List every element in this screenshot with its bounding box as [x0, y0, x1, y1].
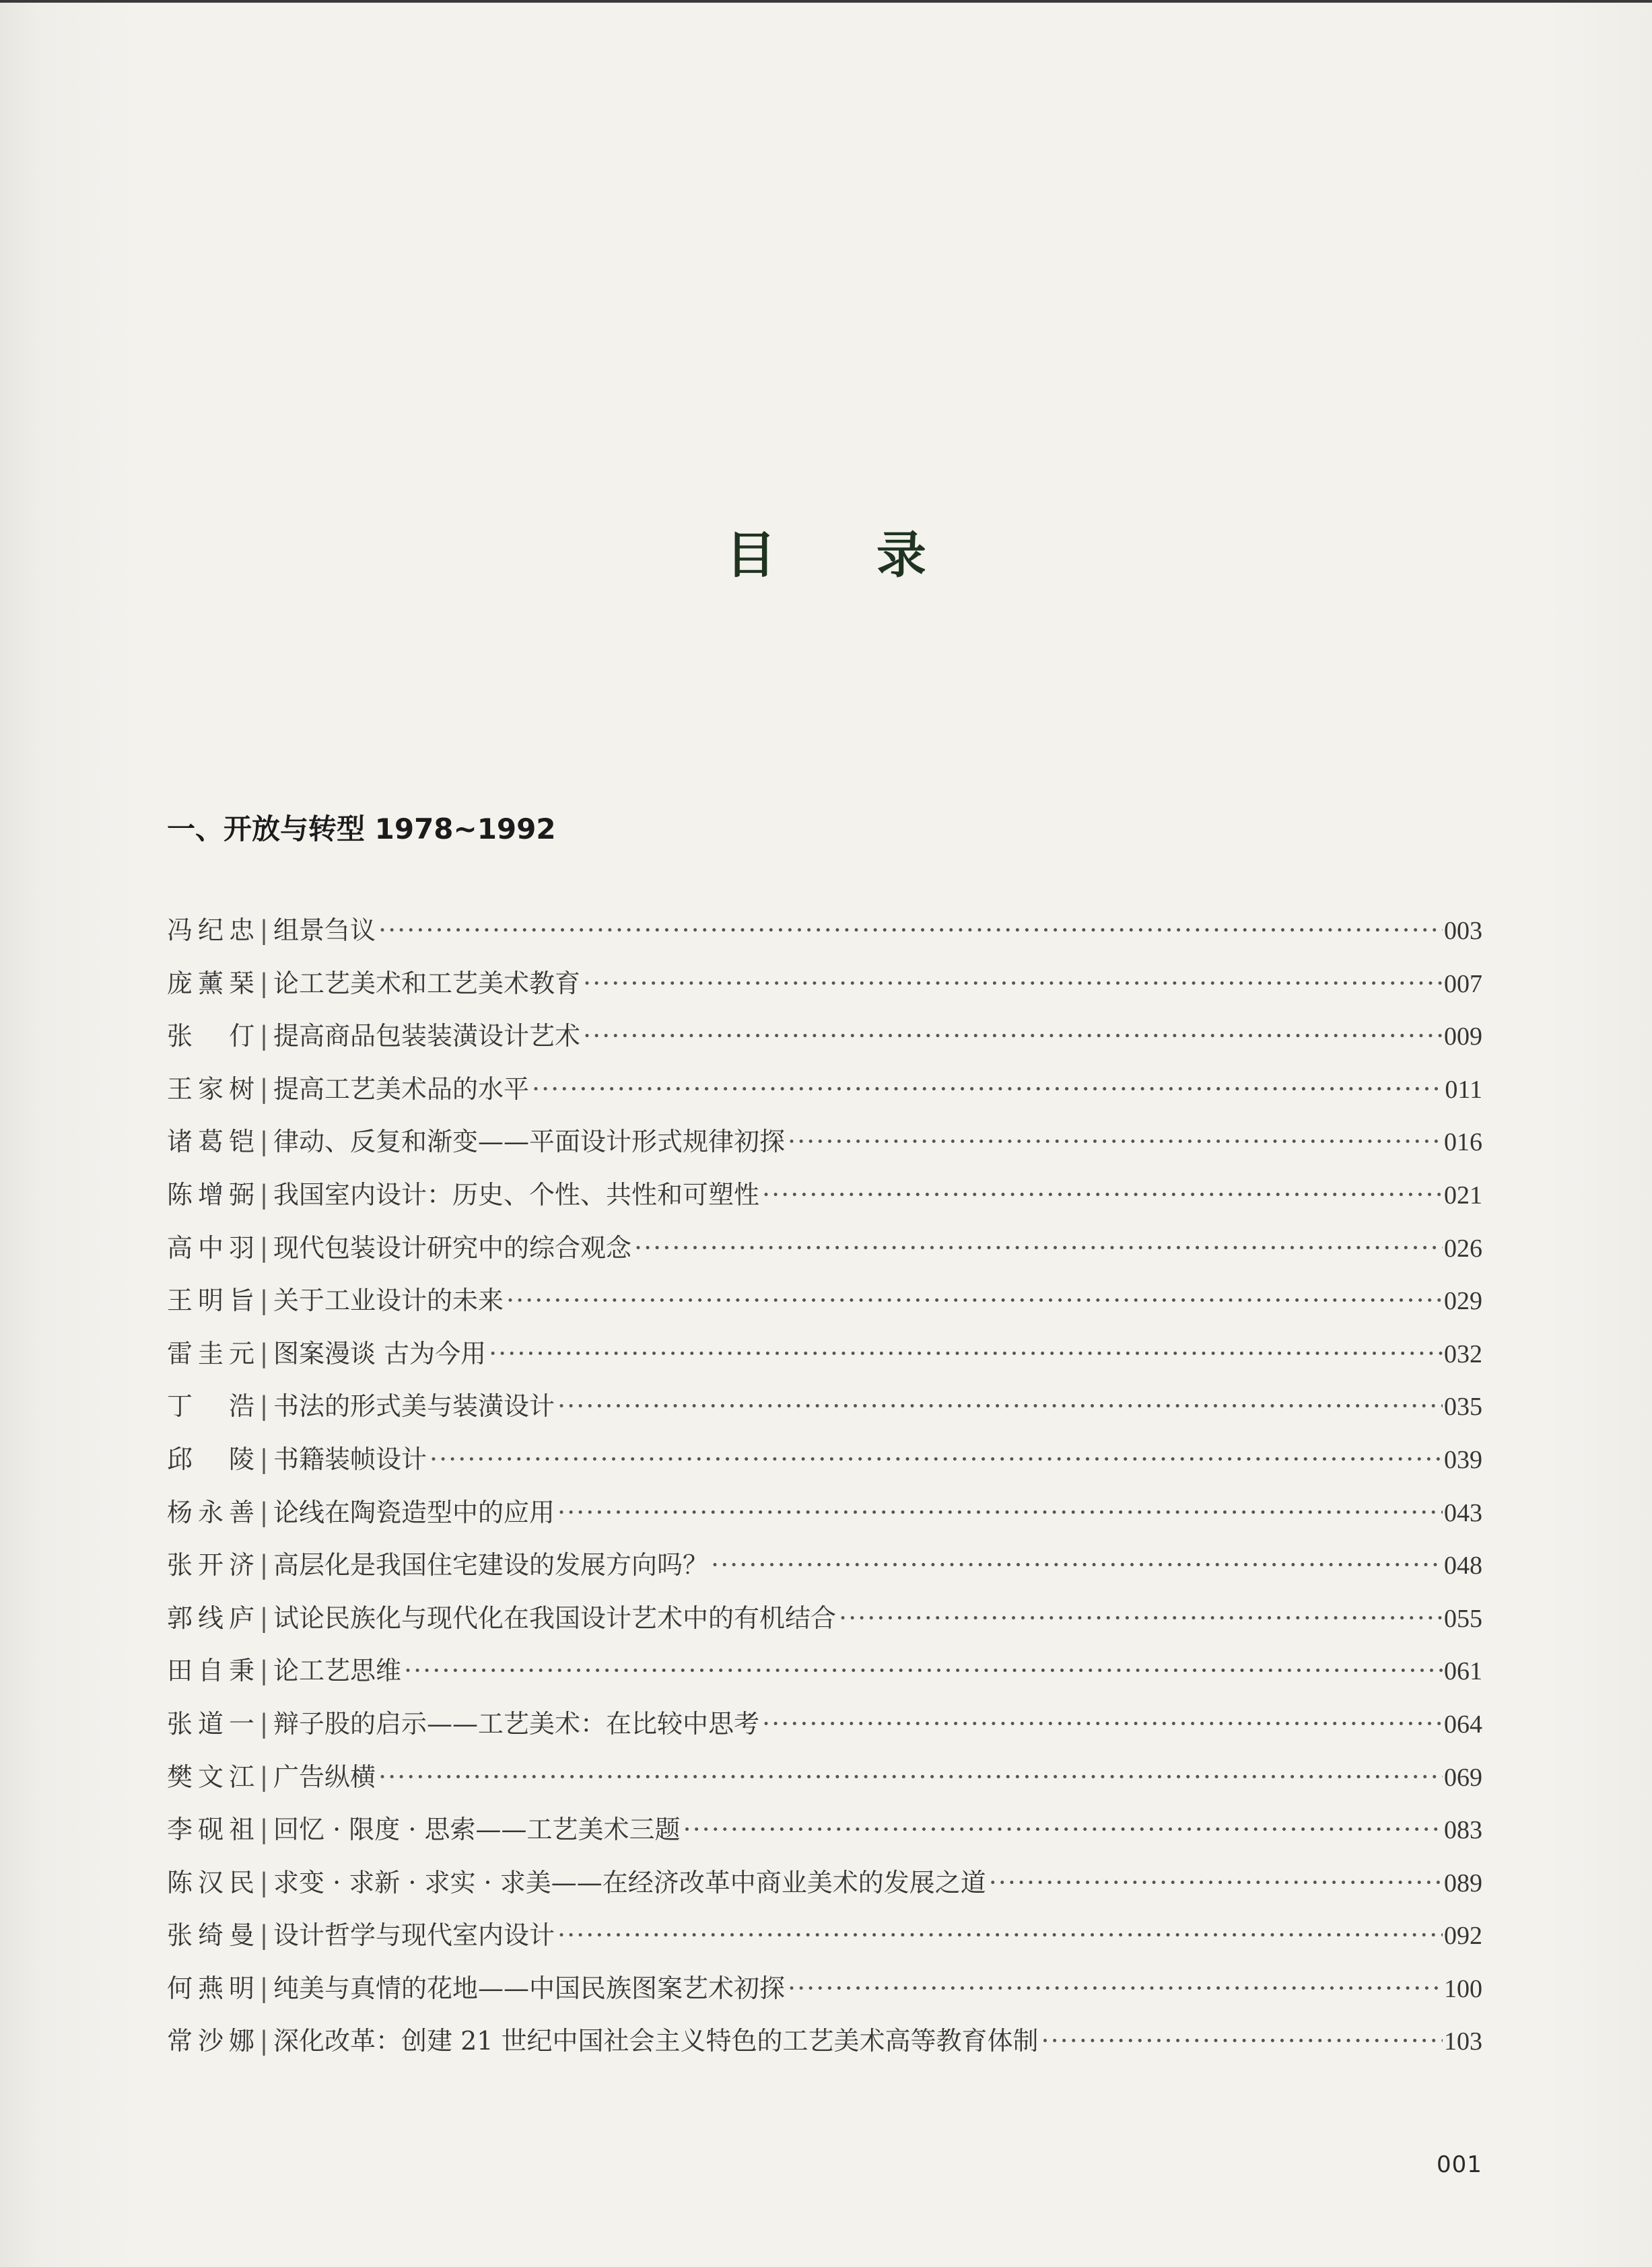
- toc-author: 陈汉民: [167, 1867, 254, 1897]
- toc-page-number: 043: [1444, 1498, 1482, 1527]
- toc-separator: |: [259, 1127, 269, 1157]
- toc-separator: |: [259, 915, 269, 945]
- toc-article-title: 广告纵横: [273, 1762, 376, 1792]
- toc-page-number: 092: [1444, 1922, 1482, 1951]
- toc-separator: |: [259, 1973, 269, 2003]
- toc-page-number: 061: [1444, 1657, 1482, 1686]
- toc-entry: [167, 2021, 1482, 2074]
- page-number: 001: [1437, 2151, 1482, 2178]
- toc-article-title: 深化改革：创建 21 世纪中国社会主义特色的工艺美术高等教育体制: [273, 2026, 1039, 2056]
- toc-dot-leader: [762, 1704, 1443, 1744]
- toc-dot-leader: [506, 1280, 1443, 1321]
- toc-entry: [167, 910, 1482, 963]
- toc-page-number: 055: [1444, 1604, 1482, 1633]
- toc-list: [167, 910, 1482, 2074]
- toc-separator: |: [259, 968, 269, 998]
- toc-article-title: 论工艺思维: [273, 1656, 402, 1686]
- toc-page-number: 021: [1444, 1181, 1482, 1210]
- toc-entry: [167, 1809, 1482, 1862]
- toc-article-title: 辩子股的启示——工艺美术：在比较中思考: [273, 1708, 760, 1739]
- toc-author: 邱 陵: [167, 1444, 254, 1474]
- toc-dot-leader: [583, 1016, 1443, 1056]
- toc-entry: [167, 1333, 1482, 1387]
- toc-article-title: 求变 · 求新 · 求实 · 求美——在经济改革中商业美术的发展之道: [273, 1867, 986, 1897]
- toc-page-number: 064: [1444, 1710, 1482, 1739]
- toc-dot-leader: [557, 1386, 1443, 1426]
- toc-separator: |: [259, 1444, 269, 1474]
- toc-page-number: 083: [1444, 1816, 1482, 1845]
- toc-dot-leader: [489, 1333, 1443, 1374]
- toc-dot-leader: [532, 1069, 1443, 1109]
- toc-article-title: 现代包装设计研究中的综合观念: [273, 1232, 632, 1263]
- toc-separator: |: [259, 1179, 269, 1210]
- toc-page-number: 029: [1444, 1287, 1482, 1316]
- toc-article-title: 纯美与真情的花地——中国民族图案艺术初探: [273, 1973, 786, 2003]
- toc-author: 樊文江: [167, 1762, 254, 1792]
- toc-entry: [167, 1545, 1482, 1598]
- toc-entry: [167, 1704, 1482, 1757]
- toc-separator: |: [259, 1391, 269, 1422]
- toc-separator: |: [259, 1497, 269, 1527]
- toc-entry: [167, 1439, 1482, 1492]
- toc-separator: |: [259, 1708, 269, 1739]
- toc-article-title: 提高工艺美术品的水平: [273, 1074, 530, 1104]
- toc-separator: |: [259, 1762, 269, 1792]
- toc-dot-leader: [762, 1175, 1443, 1215]
- toc-separator: |: [259, 1286, 269, 1316]
- toc-author: 冯纪忠: [167, 915, 254, 945]
- toc-author: 张 仃: [167, 1021, 254, 1051]
- toc-article-title: 高层化是我国住宅建设的发展方向吗？: [273, 1550, 709, 1580]
- toc-page-number: 016: [1444, 1128, 1482, 1157]
- toc-separator: |: [259, 1550, 269, 1580]
- toc-entry: [167, 1175, 1482, 1228]
- toc-dot-leader: [557, 1915, 1443, 1955]
- toc-page-number: 069: [1444, 1763, 1482, 1792]
- toc-separator: |: [259, 1232, 269, 1263]
- toc-article-title: 试论民族化与现代化在我国设计艺术中的有机结合: [273, 1603, 837, 1633]
- toc-article-title: 关于工业设计的未来: [273, 1286, 504, 1316]
- toc-author: 高中羽: [167, 1232, 254, 1263]
- toc-entry: [167, 1862, 1482, 1916]
- toc-author: 王明旨: [167, 1286, 254, 1316]
- toc-entry: [167, 963, 1482, 1016]
- toc-entry: [167, 1069, 1482, 1122]
- toc-dot-leader: [583, 963, 1443, 1004]
- toc-dot-leader: [989, 1862, 1443, 1903]
- toc-separator: |: [259, 1920, 269, 1951]
- toc-author: 张道一: [167, 1708, 254, 1739]
- toc-page-number: 100: [1444, 1974, 1482, 2003]
- toc-separator: |: [259, 1338, 269, 1368]
- toc-separator: |: [259, 1074, 269, 1104]
- toc-entry: [167, 1598, 1482, 1651]
- toc-page-number: 103: [1444, 2027, 1482, 2056]
- toc-page-number: 009: [1444, 1022, 1482, 1051]
- toc-page-number: 089: [1444, 1869, 1482, 1897]
- toc-article-title: 书籍装帧设计: [273, 1444, 427, 1474]
- toc-page-number: 035: [1444, 1393, 1482, 1422]
- toc-page-number: 003: [1444, 917, 1482, 945]
- toc-author: 杨永善: [167, 1497, 254, 1527]
- toc-separator: |: [259, 1815, 269, 1845]
- toc-article-title: 组景刍议: [273, 915, 376, 945]
- toc-page-number: 032: [1444, 1339, 1482, 1368]
- toc-article-title: 提高商品包装装潢设计艺术: [273, 1021, 581, 1051]
- toc-article-title: 设计哲学与现代室内设计: [273, 1920, 555, 1951]
- toc-page-number: 007: [1444, 969, 1482, 998]
- toc-article-title: 图案漫谈 古为今用: [273, 1338, 487, 1368]
- toc-author: 雷圭元: [167, 1338, 254, 1368]
- toc-dot-leader: [378, 1757, 1443, 1797]
- toc-entry: [167, 1968, 1482, 2021]
- toc-title: 目 录: [726, 526, 968, 584]
- toc-entry: [167, 1228, 1482, 1281]
- toc-author: 何燕明: [167, 1973, 254, 2003]
- toc-page-number: 048: [1444, 1551, 1482, 1580]
- toc-dot-leader: [404, 1650, 1443, 1691]
- toc-dot-leader: [788, 1121, 1443, 1162]
- toc-dot-leader: [557, 1492, 1443, 1533]
- page-top-edge: [0, 0, 1652, 3]
- toc-author: 常沙娜: [167, 2026, 254, 2056]
- toc-article-title: 回忆 · 限度 · 思索——工艺美术三题: [273, 1815, 681, 1845]
- toc-author: 李砚祖: [167, 1815, 254, 1845]
- toc-separator: |: [259, 1603, 269, 1633]
- toc-dot-leader: [378, 910, 1443, 950]
- toc-page-number: 011: [1445, 1075, 1482, 1104]
- toc-dot-leader: [683, 1809, 1443, 1850]
- toc-separator: |: [259, 1021, 269, 1051]
- toc-author: 田自秉: [167, 1656, 254, 1686]
- toc-author: 张绮曼: [167, 1920, 254, 1951]
- toc-article-title: 我国室内设计：历史、个性、共性和可塑性: [273, 1179, 760, 1210]
- toc-entry: [167, 1757, 1482, 1810]
- toc-entry: [167, 1121, 1482, 1175]
- toc-author: 丁 浩: [167, 1391, 254, 1422]
- toc-page-number: 026: [1444, 1234, 1482, 1263]
- toc-article-title: 律动、反复和渐变——平面设计形式规律初探: [273, 1127, 786, 1157]
- toc-article-title: 论线在陶瓷造型中的应用: [273, 1497, 555, 1527]
- toc-author: 郭线庐: [167, 1603, 254, 1633]
- toc-page-number: 039: [1444, 1445, 1482, 1474]
- toc-author: 王家树: [167, 1074, 254, 1104]
- toc-entry: [167, 1915, 1482, 1968]
- toc-author: 庞薰琹: [167, 968, 254, 998]
- section-heading: 一、开放与转型 1978~1992: [167, 812, 556, 845]
- toc-entry: [167, 1016, 1482, 1069]
- toc-dot-leader: [788, 1968, 1443, 2009]
- toc-dot-leader: [839, 1598, 1443, 1638]
- toc-dot-leader: [634, 1228, 1443, 1268]
- toc-entry: [167, 1650, 1482, 1704]
- toc-author: 诸葛铠: [167, 1127, 254, 1157]
- toc-entry: [167, 1492, 1482, 1545]
- toc-separator: |: [259, 1867, 269, 1897]
- toc-article-title: 书法的形式美与装潢设计: [273, 1391, 555, 1422]
- toc-dot-leader: [711, 1545, 1443, 1585]
- toc-article-title: 论工艺美术和工艺美术教育: [273, 968, 581, 998]
- toc-dot-leader: [1041, 2021, 1443, 2061]
- toc-entry: [167, 1386, 1482, 1439]
- toc-entry: [167, 1280, 1482, 1333]
- toc-separator: |: [259, 1656, 269, 1686]
- toc-author: 张开济: [167, 1550, 254, 1580]
- toc-author: 陈增弼: [167, 1179, 254, 1210]
- toc-dot-leader: [429, 1439, 1443, 1479]
- toc-separator: |: [259, 2026, 269, 2056]
